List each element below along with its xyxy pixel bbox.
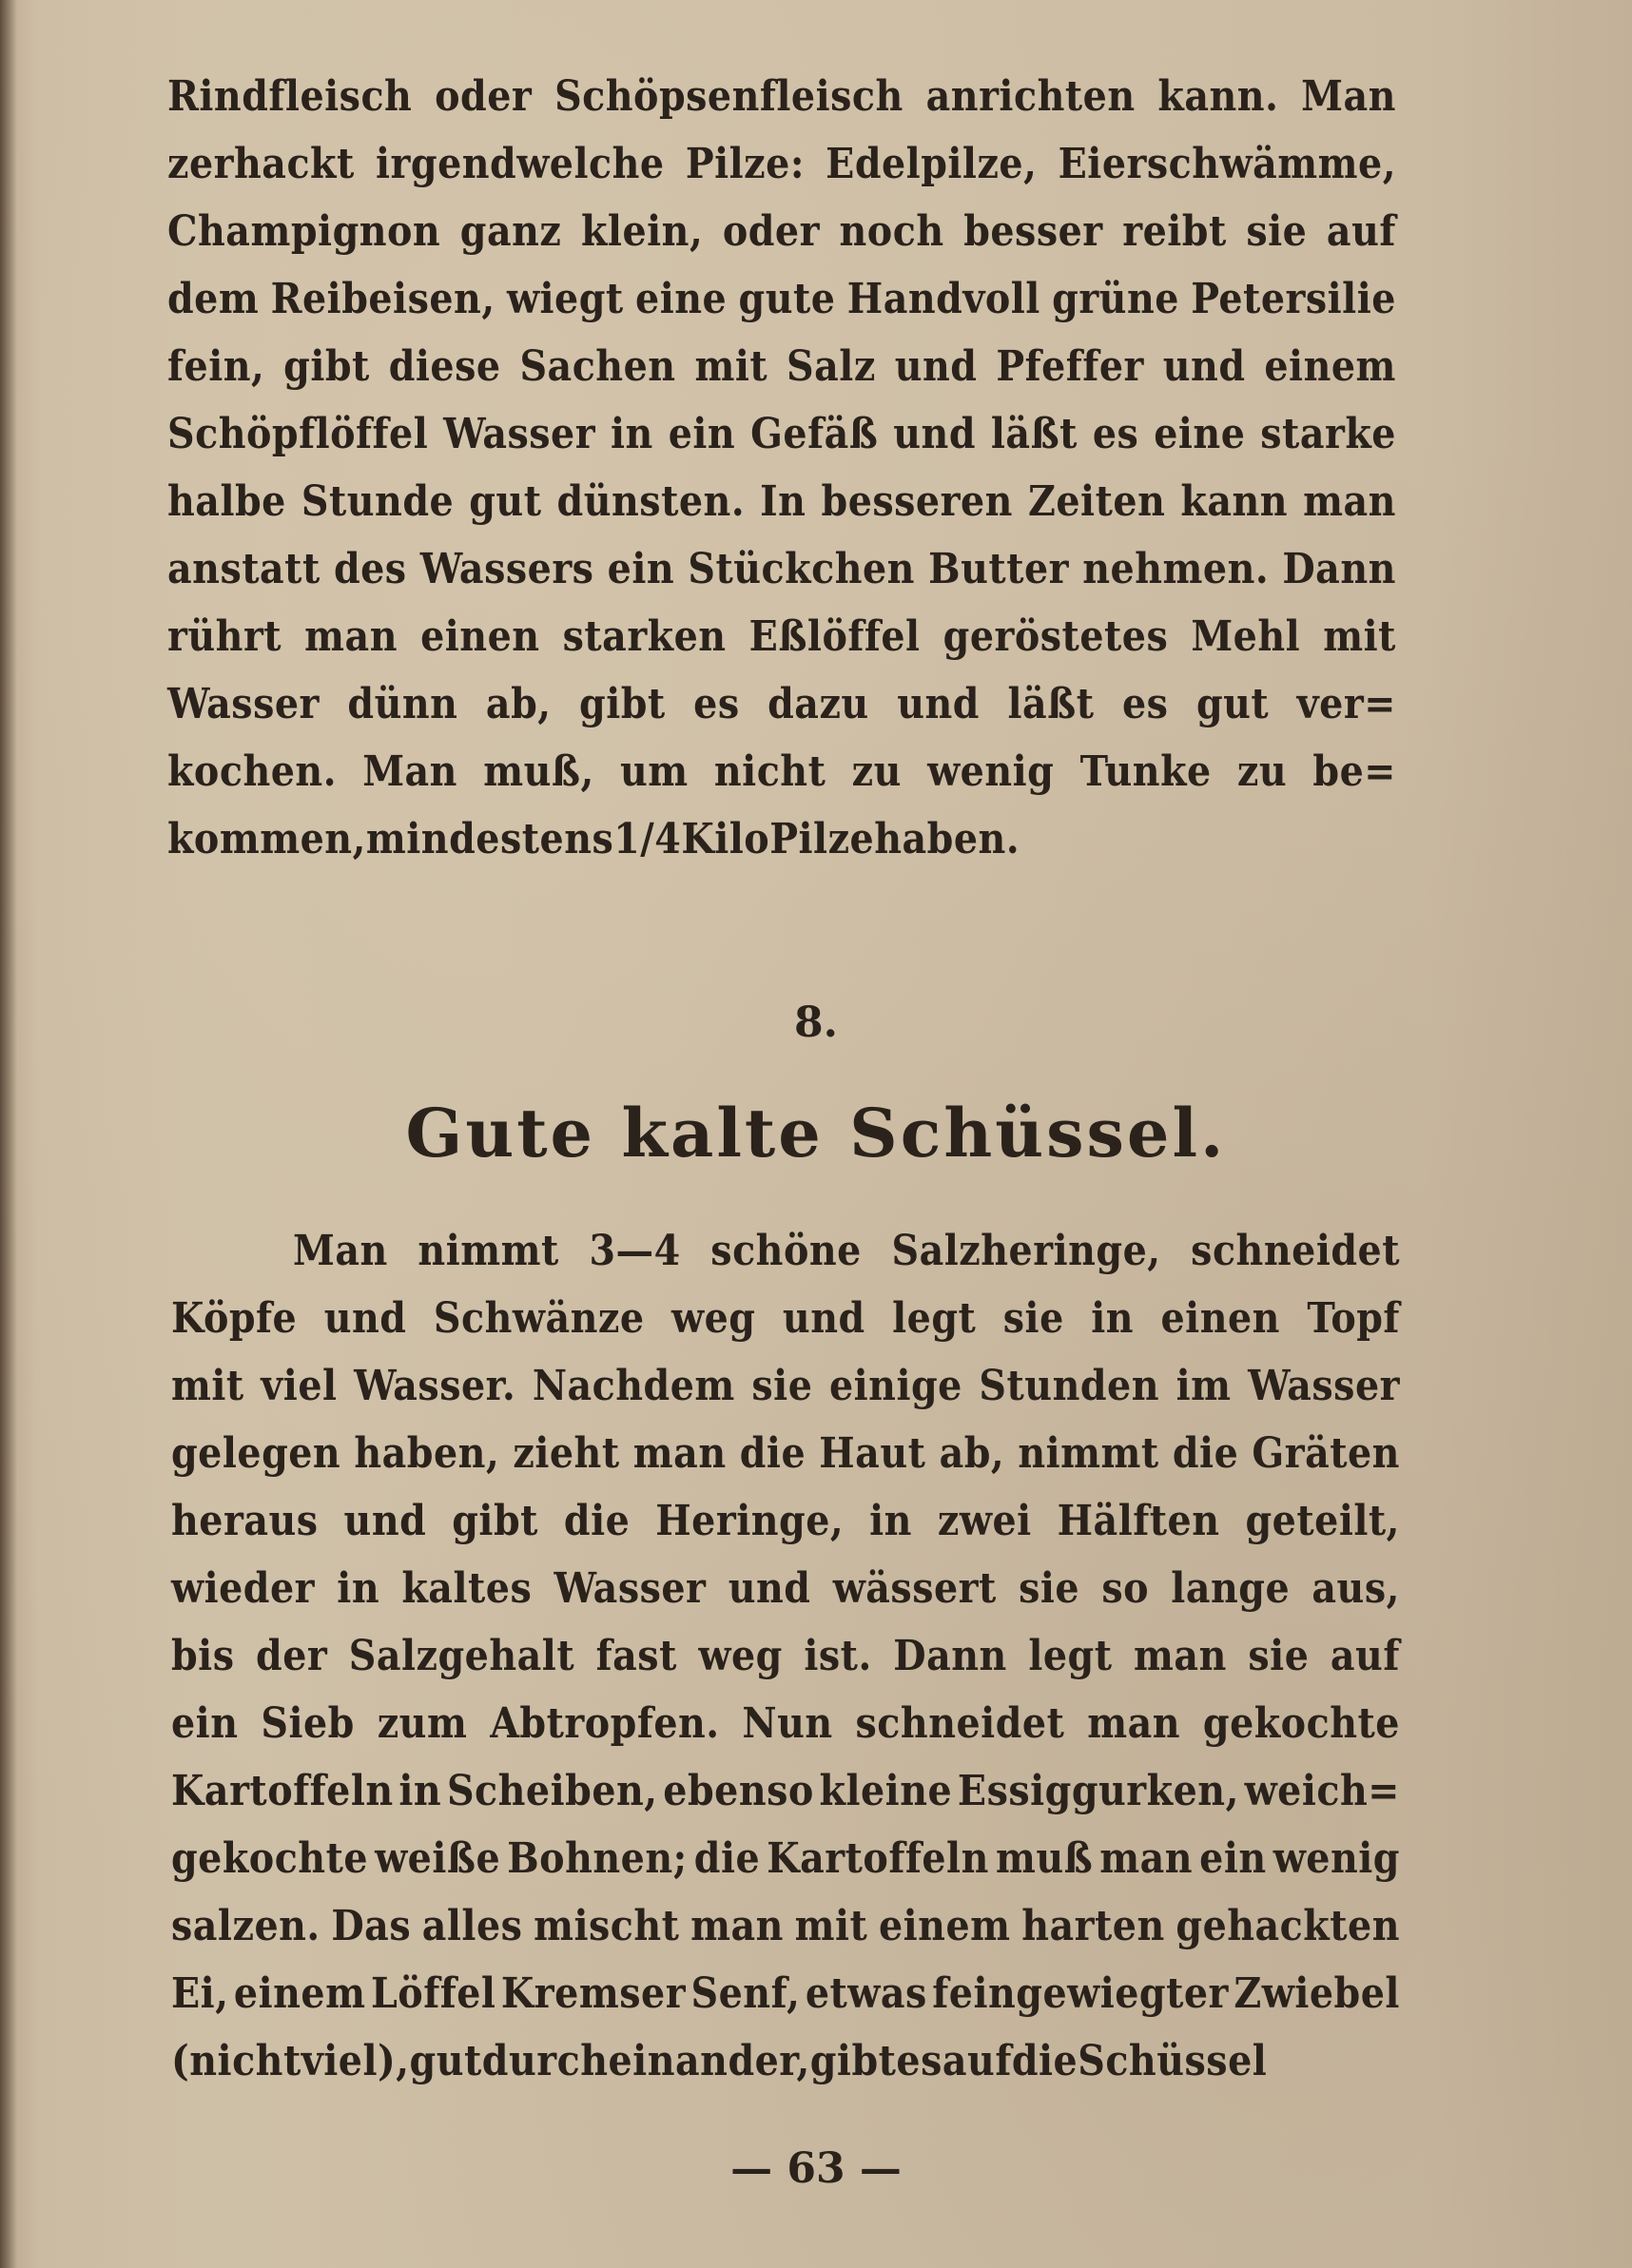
text-line: dem Reibeisen, wiegt eine gute Handvoll grüne Petersilie <box>167 275 1396 323</box>
text-line: fein, gibt diese Sachen mit Salz und Pfeffer und einem <box>167 342 1396 391</box>
section-number: 8. <box>794 998 838 1047</box>
text-line: zerhackt irgendwelche Pilze: Edelpilze, Eierschwämme, <box>167 140 1396 188</box>
text-line: mit viel Wasser. Nachdem sie einige Stunden im Wasser <box>171 1362 1400 1410</box>
text-line: rührt man einen starken Eßlöffel geröstetes Mehl mit <box>167 612 1396 661</box>
text-line: gekochte weiße Bohnen; die Kartoffeln muß man ein wenig <box>171 1834 1400 1883</box>
text-line: Köpfe und Schwänze weg und legt sie in einen Topf <box>171 1294 1400 1343</box>
text-line: Schöpflöffel Wasser in ein Gefäß und läßt es eine starke <box>167 410 1396 458</box>
text-line: kommen, mindestens 1/4 Kilo Pilze haben. <box>167 815 1020 863</box>
text-line: kochen. Man muß, um nicht zu wenig Tunke zu be= <box>167 747 1396 796</box>
text-line: gelegen haben, zieht man die Haut ab, nimmt die Gräten <box>171 1429 1400 1478</box>
text-line: salzen. Das alles mischt man mit einem harten gehackten <box>171 1902 1400 1950</box>
text-line: Wasser dünn ab, gibt es dazu und läßt es gut ver= <box>167 680 1396 728</box>
text-line: ein Sieb zum Abtropfen. Nun schneidet man gekochte <box>171 1699 1400 1748</box>
page-number: — 63 — <box>730 2144 902 2193</box>
text-line: Rindfleisch oder Schöpsenfleisch anrichten kann. Man <box>167 72 1396 121</box>
text-line: (nicht viel), gut durcheinander, gibt es auf die Schüssel <box>171 2037 1268 2085</box>
text-line: Champignon ganz klein, oder noch besser reibt sie auf <box>167 207 1396 256</box>
section-title: Gute kalte Schüssel. <box>405 1094 1227 1173</box>
text-line: wieder in kaltes Wasser und wässert sie so lange aus, <box>171 1564 1400 1613</box>
text-line: anstatt des Wassers ein Stückchen Butter nehmen. Dann <box>167 545 1396 593</box>
paragraph-top <box>167 63 1396 873</box>
text-line: halbe Stunde gut dünsten. In besseren Zeiten kann man <box>167 477 1396 526</box>
text-line: Man nimmt 3—4 schöne Salzheringe, schneidet <box>293 1227 1400 1275</box>
text-line: heraus und gibt die Heringe, in zwei Hälften geteilt, <box>171 1497 1400 1545</box>
text-line: Kartoffeln in Scheiben, ebenso kleine Essiggurken, weich= <box>171 1767 1400 1815</box>
text-line: Ei, einem Löffel Kremser Senf, etwas feingewiegter Zwiebel <box>171 1969 1400 2018</box>
paragraph-bottom <box>171 1217 1400 2095</box>
text-line: bis der Salzgehalt fast weg ist. Dann legt man sie auf <box>171 1632 1400 1680</box>
